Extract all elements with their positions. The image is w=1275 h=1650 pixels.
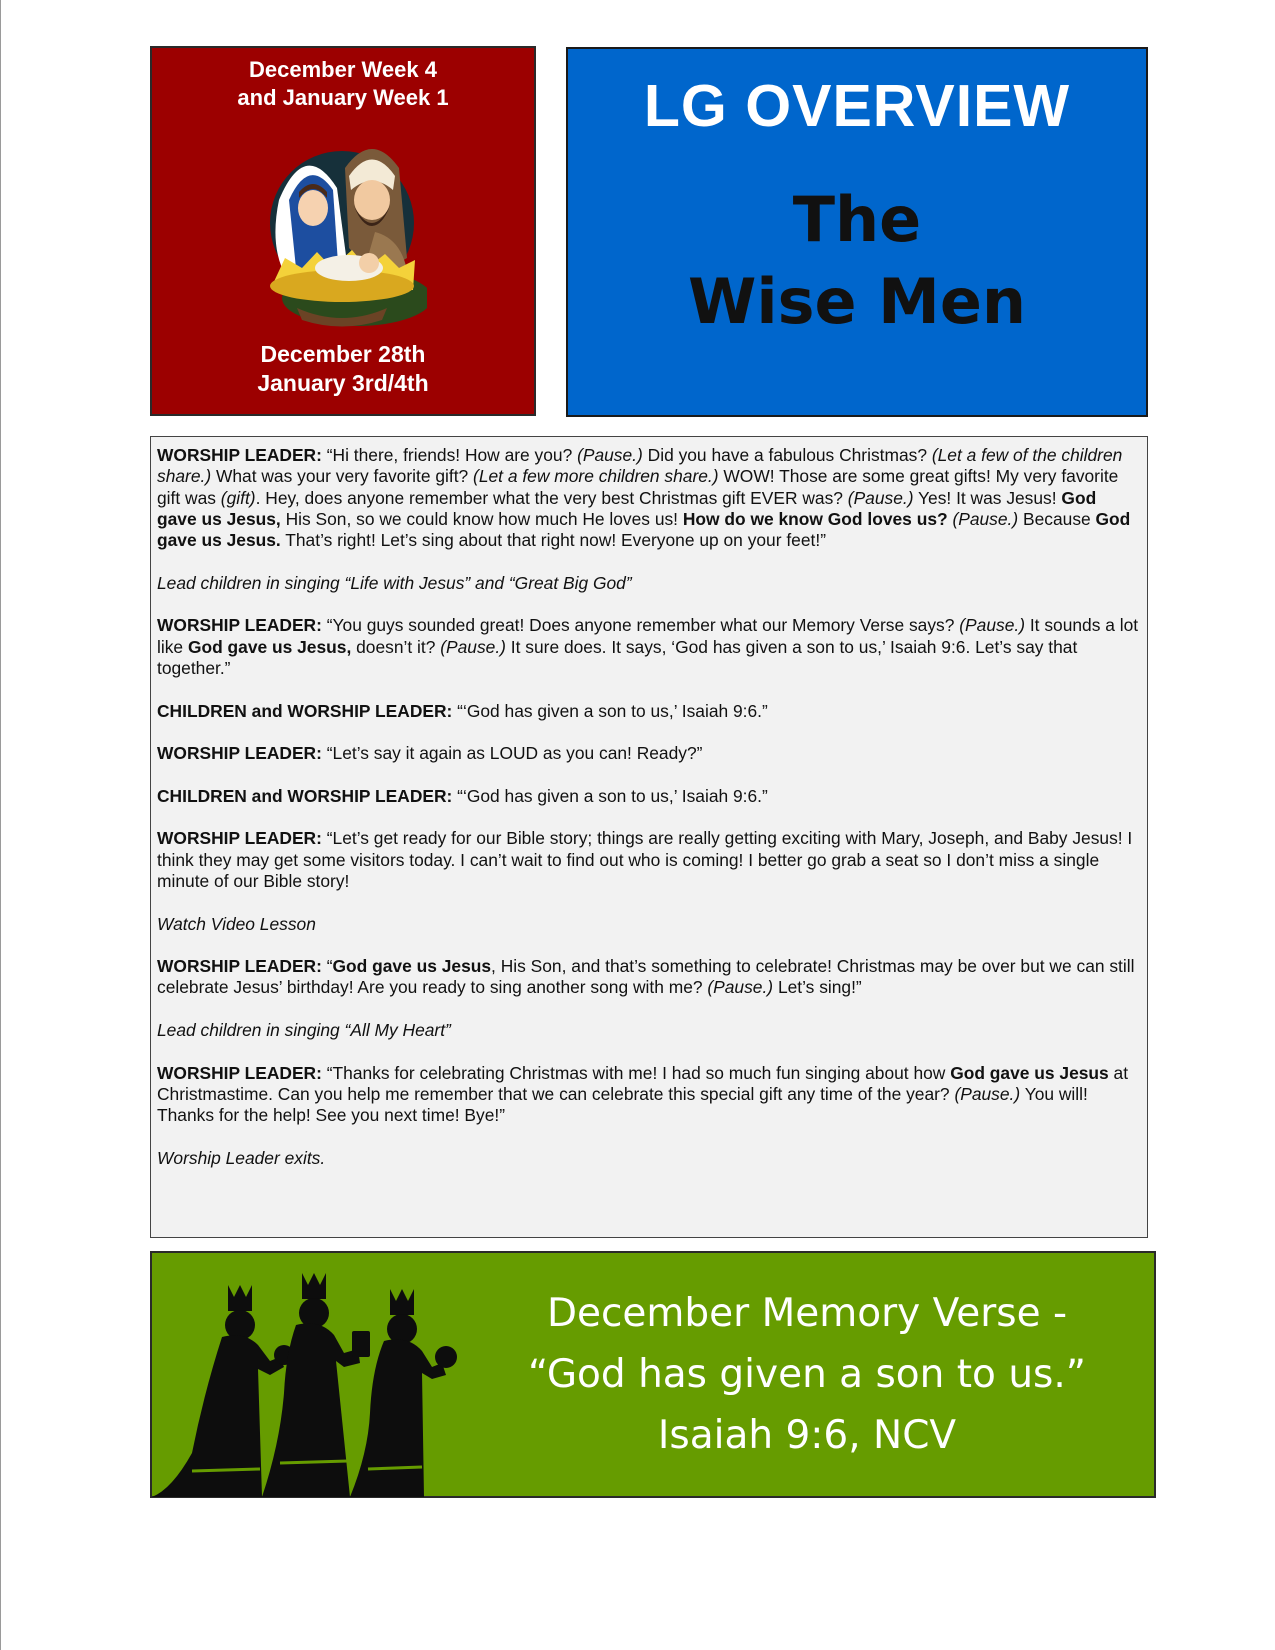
speaker-label: CHILDREN and WORSHIP LEADER:: [157, 785, 453, 806]
memory-verse-panel: [150, 1251, 1156, 1498]
memory-verse-heading: December Memory Verse -: [546, 1291, 1068, 1336]
script-paragraph-5: CHILDREN and WORSHIP LEADER: “‘God has given a son to us,’ Isaiah 9:6.”: [157, 785, 768, 806]
speaker-label: WORSHIP LEADER:: [157, 828, 322, 849]
speaker-label: WORSHIP LEADER:: [157, 445, 322, 465]
script-paragraph-7: WORSHIP LEADER: “God gave us Jesus, His Son, and that’s something to celebrate! Christmas may be over but we can still celebrate Jesus’ birthday! Are you ready to sing another song with me? (Pause.) Let’s sing!”: [157, 956, 1135, 998]
week-label: [152, 56, 534, 112]
script-paragraph-1: WORSHIP LEADER: “Hi there, friends! How are you? (Pause.) Did you have a fabulous Christmas? (Let a few of the children share.) What was your very favorite gift? (Let a few more children share.) WOW! Those are some great gifts! My very favorite gift was (gift). Hey, does anyone remember what the very best Christmas gift EVER was? (Pause.) Yes! It was Jesus! God gave us Jesus, His Son, so we could know how much He loves us! How do we know God loves us? (Pause.) Because God gave us Jesus. That’s right! Let’s sing about that right now! Everyone up on your feet!”: [157, 445, 1131, 551]
worship-script: [150, 436, 1148, 1238]
script-paragraph-6: WORSHIP LEADER: “Let’s get ready for our Bible story; things are really getting exciting with Mary, Joseph, and Baby Jesus! I think they may get some visitors today. I can’t wait to find out who is coming! I better go grab a seat so I don’t miss a single minute of our Bible story!: [157, 828, 1133, 891]
speaker-label: WORSHIP LEADER:: [157, 1062, 322, 1083]
wise-men-icon: [152, 1273, 472, 1498]
stage-direction-3: Lead children in singing “All My Heart”: [157, 1020, 451, 1041]
stage-direction-4: Worship Leader exits.: [157, 1147, 326, 1168]
title-panel: [566, 47, 1148, 417]
page-edge-rule: [0, 0, 1, 1650]
nativity-icon: [257, 128, 427, 328]
page-title: LG OVERVIEW: [643, 73, 1071, 139]
script-paragraph-4: WORSHIP LEADER: “Let’s say it again as LOUD as you can! Ready?”: [157, 743, 703, 764]
script-paragraph-3: CHILDREN and WORSHIP LEADER: “‘God has given a son to us,’ Isaiah 9:6.”: [157, 700, 768, 721]
speaker-label: CHILDREN and WORSHIP LEADER:: [157, 700, 453, 721]
speaker-label: WORSHIP LEADER:: [157, 743, 322, 764]
stage-direction-2: Watch Video Lesson: [157, 913, 316, 934]
memory-verse: [487, 1283, 1127, 1466]
lesson-title-line-2: Wise Men: [687, 265, 1027, 338]
date-label: [152, 340, 534, 398]
date-line-2: January 3rd/4th: [257, 370, 429, 396]
stage-direction-1: Lead children in singing “Life with Jesus” and “Great Big God”: [157, 572, 632, 593]
date-line-1: December 28th: [260, 341, 426, 367]
script-paragraph-8: WORSHIP LEADER: “Thanks for celebrating Christmas with me! I had so much fun singing about how God gave us Jesus at Christmastime. Can you help me remember that we can celebrate this special gift any time of the year? (Pause.) You will! Thanks for the help! See you next time! Bye!”: [157, 1062, 1129, 1126]
speaker-label: WORSHIP LEADER:: [157, 956, 322, 977]
script-paragraph-2: WORSHIP LEADER: “You guys sounded great! Does anyone remember what our Memory Verse says? (Pause.) It sounds a lot like God gave us Jesus, doesn’t it? (Pause.) It sure does. It says, ‘God has given a son to us,’ Isaiah 9:6. Let’s say that together.”: [157, 615, 1139, 678]
memory-verse-reference: Isaiah 9:6, NCV: [657, 1413, 957, 1458]
memory-verse-quote: “God has given a son to us.”: [528, 1352, 1086, 1397]
date-panel: [150, 46, 536, 416]
speaker-label: WORSHIP LEADER:: [157, 615, 322, 636]
lesson-title: [568, 179, 1146, 343]
lesson-title-line-1: The: [792, 183, 922, 256]
week-line-1: December Week 4: [249, 57, 437, 82]
week-line-2: and January Week 1: [237, 85, 449, 110]
